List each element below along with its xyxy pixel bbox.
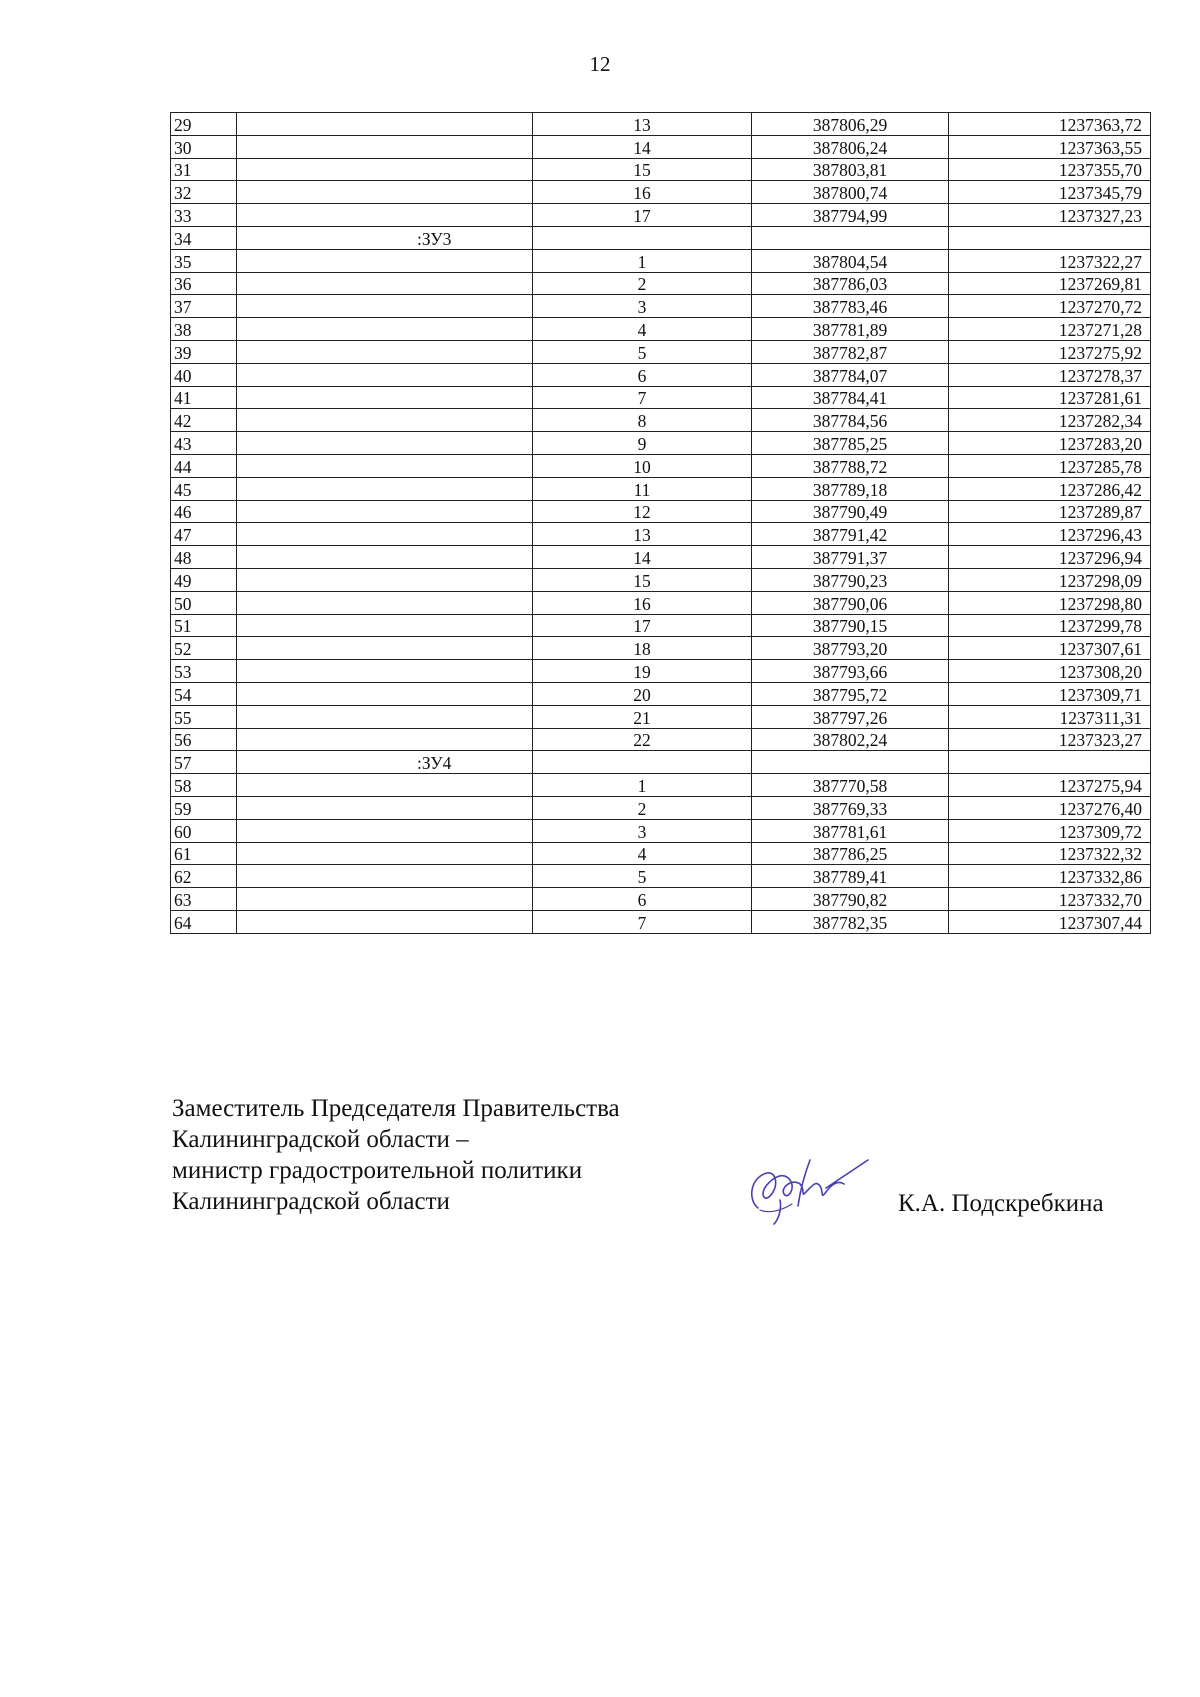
point-number-cell: 1 [533, 249, 752, 272]
parcel-name-cell [237, 842, 533, 865]
x-coordinate-cell [752, 751, 949, 774]
point-number-cell: 4 [533, 842, 752, 865]
handwritten-signature [740, 1140, 870, 1230]
y-coordinate-cell: 1237355,70 [949, 158, 1151, 181]
row-number-cell: 47 [171, 523, 237, 546]
table-row [171, 226, 1151, 249]
point-number-cell: 1 [533, 774, 752, 797]
parcel-name-cell [237, 158, 533, 181]
position-line: Калининградской области [172, 1188, 450, 1215]
x-coordinate-cell: 387786,03 [752, 272, 949, 295]
y-coordinate-cell: 1237296,43 [949, 523, 1151, 546]
point-number-cell [533, 226, 752, 249]
y-coordinate-cell: 1237322,27 [949, 249, 1151, 272]
parcel-name-cell [237, 386, 533, 409]
y-coordinate-cell: 1237270,72 [949, 295, 1151, 318]
y-coordinate-cell: 1237309,71 [949, 682, 1151, 705]
row-number-cell: 62 [171, 865, 237, 888]
point-number-cell: 22 [533, 728, 752, 751]
coordinates-table-body [171, 113, 1151, 934]
parcel-name-cell [237, 865, 533, 888]
table-row [171, 318, 1151, 341]
row-number-cell: 57 [171, 751, 237, 774]
parcel-name-cell [237, 568, 533, 591]
row-number-cell: 61 [171, 842, 237, 865]
row-number-cell: 54 [171, 682, 237, 705]
row-number-cell: 50 [171, 591, 237, 614]
x-coordinate-cell: 387788,72 [752, 454, 949, 477]
x-coordinate-cell: 387789,18 [752, 477, 949, 500]
point-number-cell: 20 [533, 682, 752, 705]
row-number-cell: 29 [171, 113, 237, 136]
row-number-cell: 45 [171, 477, 237, 500]
parcel-name-cell [237, 774, 533, 797]
x-coordinate-cell: 387790,23 [752, 568, 949, 591]
y-coordinate-cell: 1237271,28 [949, 318, 1151, 341]
x-coordinate-cell: 387791,37 [752, 546, 949, 569]
point-number-cell: 16 [533, 181, 752, 204]
x-coordinate-cell: 387797,26 [752, 705, 949, 728]
y-coordinate-cell: 1237299,78 [949, 614, 1151, 637]
position-line: министр градостроительной политики [172, 1157, 583, 1184]
point-number-cell: 7 [533, 910, 752, 933]
y-coordinate-cell: 1237281,61 [949, 386, 1151, 409]
x-coordinate-cell: 387770,58 [752, 774, 949, 797]
row-number-cell: 42 [171, 409, 237, 432]
parcel-name-cell [237, 272, 533, 295]
row-number-cell: 40 [171, 363, 237, 386]
y-coordinate-cell: 1237283,20 [949, 432, 1151, 455]
row-number-cell: 51 [171, 614, 237, 637]
parcel-name-cell [237, 409, 533, 432]
table-row [171, 454, 1151, 477]
x-coordinate-cell: 387786,25 [752, 842, 949, 865]
y-coordinate-cell: 1237275,92 [949, 340, 1151, 363]
table-row [171, 888, 1151, 911]
row-number-cell: 46 [171, 500, 237, 523]
x-coordinate-cell: 387769,33 [752, 796, 949, 819]
y-coordinate-cell: 1237323,27 [949, 728, 1151, 751]
point-number-cell: 17 [533, 204, 752, 227]
x-coordinate-cell: 387785,25 [752, 432, 949, 455]
x-coordinate-cell: 387789,41 [752, 865, 949, 888]
parcel-name-cell [237, 637, 533, 660]
table-row [171, 477, 1151, 500]
point-number-cell: 13 [533, 113, 752, 136]
table-row [171, 865, 1151, 888]
x-coordinate-cell: 387782,87 [752, 340, 949, 363]
point-number-cell: 17 [533, 614, 752, 637]
x-coordinate-cell: 387793,20 [752, 637, 949, 660]
x-coordinate-cell: 387784,41 [752, 386, 949, 409]
parcel-name-cell [237, 660, 533, 683]
table-row [171, 432, 1151, 455]
y-coordinate-cell: 1237278,37 [949, 363, 1151, 386]
table-row [171, 272, 1151, 295]
x-coordinate-cell: 387804,54 [752, 249, 949, 272]
y-coordinate-cell: 1237345,79 [949, 181, 1151, 204]
y-coordinate-cell: 1237269,81 [949, 272, 1151, 295]
row-number-cell: 39 [171, 340, 237, 363]
row-number-cell: 38 [171, 318, 237, 341]
parcel-name-cell: :ЗУ3 [237, 226, 533, 249]
parcel-name-cell [237, 113, 533, 136]
row-number-cell: 30 [171, 135, 237, 158]
parcel-name-cell [237, 477, 533, 500]
row-number-cell: 31 [171, 158, 237, 181]
row-number-cell: 37 [171, 295, 237, 318]
parcel-name-cell [237, 340, 533, 363]
point-number-cell: 10 [533, 454, 752, 477]
point-number-cell: 4 [533, 318, 752, 341]
table-row [171, 158, 1151, 181]
row-number-cell: 55 [171, 705, 237, 728]
y-coordinate-cell: 1237308,20 [949, 660, 1151, 683]
row-number-cell: 33 [171, 204, 237, 227]
point-number-cell: 5 [533, 865, 752, 888]
y-coordinate-cell: 1237286,42 [949, 477, 1151, 500]
row-number-cell: 56 [171, 728, 237, 751]
point-number-cell: 9 [533, 432, 752, 455]
y-coordinate-cell: 1237363,55 [949, 135, 1151, 158]
y-coordinate-cell: 1237332,70 [949, 888, 1151, 911]
y-coordinate-cell: 1237327,23 [949, 204, 1151, 227]
table-row [171, 614, 1151, 637]
y-coordinate-cell: 1237307,44 [949, 910, 1151, 933]
table-row [171, 751, 1151, 774]
x-coordinate-cell: 387800,74 [752, 181, 949, 204]
table-row [171, 774, 1151, 797]
signatory-name: К.А. Подскребкина [898, 1190, 1104, 1217]
y-coordinate-cell: 1237298,80 [949, 591, 1151, 614]
y-coordinate-cell [949, 751, 1151, 774]
y-coordinate-cell: 1237332,86 [949, 865, 1151, 888]
row-number-cell: 34 [171, 226, 237, 249]
table-row [171, 660, 1151, 683]
point-number-cell: 6 [533, 888, 752, 911]
parcel-name-cell [237, 682, 533, 705]
table-row [171, 591, 1151, 614]
parcel-name-cell [237, 819, 533, 842]
table-row [171, 819, 1151, 842]
row-number-cell: 36 [171, 272, 237, 295]
page-number: 12 [589, 52, 611, 76]
parcel-name-cell: :ЗУ4 [237, 751, 533, 774]
row-number-cell: 32 [171, 181, 237, 204]
point-number-cell: 21 [533, 705, 752, 728]
y-coordinate-cell: 1237309,72 [949, 819, 1151, 842]
row-number-cell: 60 [171, 819, 237, 842]
row-number-cell: 53 [171, 660, 237, 683]
table-row [171, 181, 1151, 204]
point-number-cell: 2 [533, 272, 752, 295]
table-row [171, 500, 1151, 523]
point-number-cell: 18 [533, 637, 752, 660]
x-coordinate-cell: 387790,06 [752, 591, 949, 614]
table-row [171, 842, 1151, 865]
y-coordinate-cell: 1237282,34 [949, 409, 1151, 432]
position-line: Заместитель Председателя Правительства [172, 1095, 620, 1122]
parcel-name-cell [237, 454, 533, 477]
parcel-name-cell [237, 728, 533, 751]
table-row [171, 682, 1151, 705]
x-coordinate-cell: 387782,35 [752, 910, 949, 933]
parcel-name-cell [237, 523, 533, 546]
table-row [171, 363, 1151, 386]
table-row [171, 113, 1151, 136]
parcel-name-cell [237, 500, 533, 523]
coordinates-table [170, 112, 1151, 934]
parcel-name-cell [237, 910, 533, 933]
parcel-name-cell [237, 614, 533, 637]
row-number-cell: 52 [171, 637, 237, 660]
table-row [171, 340, 1151, 363]
x-coordinate-cell: 387790,15 [752, 614, 949, 637]
table-row [171, 796, 1151, 819]
position-line: Калининградской области – [172, 1126, 469, 1153]
row-number-cell: 49 [171, 568, 237, 591]
parcel-name-cell [237, 432, 533, 455]
table-row [171, 135, 1151, 158]
y-coordinate-cell: 1237311,31 [949, 705, 1151, 728]
y-coordinate-cell: 1237363,72 [949, 113, 1151, 136]
x-coordinate-cell: 387790,82 [752, 888, 949, 911]
point-number-cell: 7 [533, 386, 752, 409]
signatory-position [172, 1093, 620, 1217]
point-number-cell: 15 [533, 568, 752, 591]
x-coordinate-cell: 387802,24 [752, 728, 949, 751]
y-coordinate-cell: 1237322,32 [949, 842, 1151, 865]
y-coordinate-cell: 1237307,61 [949, 637, 1151, 660]
y-coordinate-cell: 1237298,09 [949, 568, 1151, 591]
table-row [171, 409, 1151, 432]
parcel-name-cell [237, 249, 533, 272]
row-number-cell: 64 [171, 910, 237, 933]
row-number-cell: 59 [171, 796, 237, 819]
x-coordinate-cell: 387784,56 [752, 409, 949, 432]
parcel-name-cell [237, 546, 533, 569]
table-row [171, 728, 1151, 751]
x-coordinate-cell: 387794,99 [752, 204, 949, 227]
table-row [171, 568, 1151, 591]
table-row [171, 546, 1151, 569]
table-row [171, 249, 1151, 272]
table-row [171, 386, 1151, 409]
point-number-cell: 13 [533, 523, 752, 546]
y-coordinate-cell [949, 226, 1151, 249]
y-coordinate-cell: 1237275,94 [949, 774, 1151, 797]
point-number-cell: 6 [533, 363, 752, 386]
parcel-name-cell [237, 135, 533, 158]
point-number-cell: 2 [533, 796, 752, 819]
table-row [171, 910, 1151, 933]
y-coordinate-cell: 1237289,87 [949, 500, 1151, 523]
y-coordinate-cell: 1237276,40 [949, 796, 1151, 819]
x-coordinate-cell: 387793,66 [752, 660, 949, 683]
row-number-cell: 41 [171, 386, 237, 409]
x-coordinate-cell: 387790,49 [752, 500, 949, 523]
parcel-name-cell [237, 363, 533, 386]
table-row [171, 523, 1151, 546]
point-number-cell: 11 [533, 477, 752, 500]
table-row [171, 295, 1151, 318]
parcel-name-cell [237, 295, 533, 318]
x-coordinate-cell: 387781,89 [752, 318, 949, 341]
x-coordinate-cell: 387806,24 [752, 135, 949, 158]
point-number-cell: 3 [533, 295, 752, 318]
parcel-name-cell [237, 705, 533, 728]
row-number-cell: 48 [171, 546, 237, 569]
y-coordinate-cell: 1237296,94 [949, 546, 1151, 569]
row-number-cell: 44 [171, 454, 237, 477]
point-number-cell [533, 751, 752, 774]
row-number-cell: 63 [171, 888, 237, 911]
point-number-cell: 16 [533, 591, 752, 614]
table-row [171, 637, 1151, 660]
point-number-cell: 19 [533, 660, 752, 683]
table-row [171, 204, 1151, 227]
point-number-cell: 15 [533, 158, 752, 181]
point-number-cell: 5 [533, 340, 752, 363]
x-coordinate-cell: 387784,07 [752, 363, 949, 386]
point-number-cell: 8 [533, 409, 752, 432]
x-coordinate-cell: 387781,61 [752, 819, 949, 842]
y-coordinate-cell: 1237285,78 [949, 454, 1151, 477]
x-coordinate-cell: 387783,46 [752, 295, 949, 318]
point-number-cell: 3 [533, 819, 752, 842]
parcel-name-cell [237, 318, 533, 341]
x-coordinate-cell: 387803,81 [752, 158, 949, 181]
row-number-cell: 43 [171, 432, 237, 455]
x-coordinate-cell: 387795,72 [752, 682, 949, 705]
x-coordinate-cell [752, 226, 949, 249]
point-number-cell: 12 [533, 500, 752, 523]
parcel-name-cell [237, 591, 533, 614]
point-number-cell: 14 [533, 135, 752, 158]
parcel-name-cell [237, 888, 533, 911]
parcel-name-cell [237, 204, 533, 227]
parcel-name-cell [237, 181, 533, 204]
x-coordinate-cell: 387806,29 [752, 113, 949, 136]
x-coordinate-cell: 387791,42 [752, 523, 949, 546]
point-number-cell: 14 [533, 546, 752, 569]
table-row [171, 705, 1151, 728]
row-number-cell: 58 [171, 774, 237, 797]
row-number-cell: 35 [171, 249, 237, 272]
parcel-name-cell [237, 796, 533, 819]
